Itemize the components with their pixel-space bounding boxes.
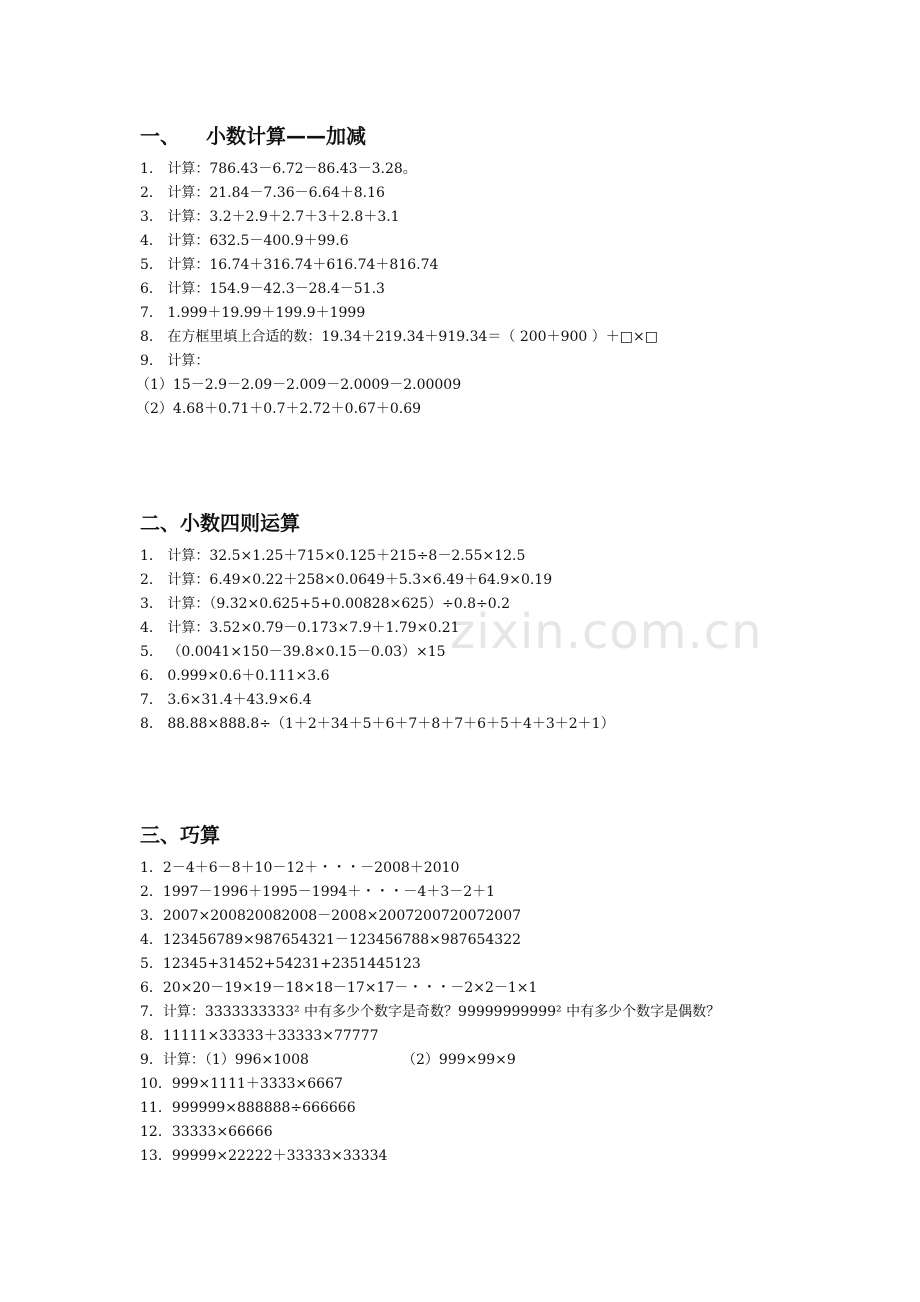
section-decimal-four-operations: [140, 508, 840, 736]
problem-part-2: （2）999×99×9: [402, 1052, 516, 1068]
section-title: 巧算: [180, 823, 220, 847]
problem-item: 4．123456789×987654321－123456788×987654322: [140, 932, 522, 948]
problem-item: 5．12345+31452+54231+2351445123: [140, 956, 421, 972]
problem-item: 11．999999×888888÷666666: [140, 1100, 356, 1116]
section-title: 小数计算——加减: [206, 124, 366, 148]
problem-item: 2． 计算：21.84－7.36－6.64＋8.16: [140, 185, 385, 201]
problem-item: 9． 计算：: [140, 353, 210, 369]
problem-item: [140, 1048, 840, 1072]
problem-item: 8．11111×33333＋33333×77777: [140, 1028, 379, 1044]
problem-item: 7． 3.6×31.4＋43.9×6.4: [140, 692, 312, 708]
problem-item: 13．99999×22222＋33333×33334: [140, 1148, 388, 1164]
problem-item: 1． 计算：786.43－6.72－86.43－3.28。: [140, 161, 417, 177]
problem-part-1: 9．计算：（1）996×1008: [140, 1052, 309, 1068]
section-heading: [140, 508, 840, 538]
problem-item: 7．计算：3333333333² 中有多少个数字是奇数？99999999999² 中有多少个数字是偶数？: [140, 1004, 721, 1020]
section-number: 二、: [140, 511, 180, 535]
problem-item: 12．33333×66666: [140, 1124, 273, 1140]
problem-item: 5． 计算：16.74＋316.74＋616.74＋816.74: [140, 257, 439, 273]
problem-item: 8． 在方框里填上合适的数：19.34＋219.34＋919.34＝（ 200＋900 ）＋□×□: [140, 329, 658, 345]
sub-problem-item: （1）15－2.9－2.09－2.009－2.0009－2.00009: [136, 377, 462, 393]
section-number: 三、: [140, 823, 180, 847]
problem-item: 3．2007×200820082008－2008×2007200720072007: [140, 908, 522, 924]
section-heading: [140, 820, 840, 850]
problem-item: 6． 0.999×0.6＋0.111×3.6: [140, 668, 330, 684]
problem-item: 6． 计算：154.9－42.3－28.4－51.3: [140, 281, 385, 297]
problem-item: 4． 计算：3.52×0.79－0.173×7.9＋1.79×0.21: [140, 620, 460, 636]
section-number: 一、: [140, 124, 180, 148]
problem-item: 1． 计算：32.5×1.25＋715×0.125＋215÷8－2.55×12.5: [140, 548, 526, 564]
problem-item: 7． 1.999＋19.99＋199.9＋1999: [140, 305, 366, 321]
problem-item: 5． （0.0041×150－39.8×0.15－0.03）×15: [140, 644, 446, 660]
problem-item: 2．1997－1996＋1995－1994＋・・・－4＋3－2＋1: [140, 884, 496, 900]
problem-item: 3． 计算：3.2＋2.9＋2.7＋3＋2.8＋3.1: [140, 209, 400, 225]
sub-problem-item: （2）4.68＋0.71＋0.7＋2.72＋0.67＋0.69: [136, 401, 422, 417]
section-clever-calculation: [140, 820, 840, 1168]
problem-item: 2． 计算：6.49×0.22＋258×0.0649＋5.3×6.49＋64.9×0.19: [140, 572, 553, 588]
problem-item: 10．999×1111＋3333×6667: [140, 1076, 343, 1092]
section-heading: [140, 121, 840, 151]
problem-item: 3． 计算：（9.32×0.625+5+0.00828×625）÷0.8÷0.2: [140, 596, 511, 612]
problem-item: 6．20×20－19×19－18×18－17×17－・・・－2×2－1×1: [140, 980, 538, 996]
problem-item: 1．2－4＋6－8＋10－12＋・・・－2008＋2010: [140, 860, 460, 876]
section-title: 小数四则运算: [180, 511, 300, 535]
section-decimal-add-subtract: [136, 121, 840, 421]
problem-item: 4． 计算：632.5－400.9＋99.6: [140, 233, 349, 249]
problem-item: 8． 88.88×888.8÷（1＋2＋34＋5＋6＋7＋8＋7＋6＋5＋4＋3＋2＋1）: [140, 716, 615, 732]
watermark: zixin.com.cn: [450, 604, 763, 660]
